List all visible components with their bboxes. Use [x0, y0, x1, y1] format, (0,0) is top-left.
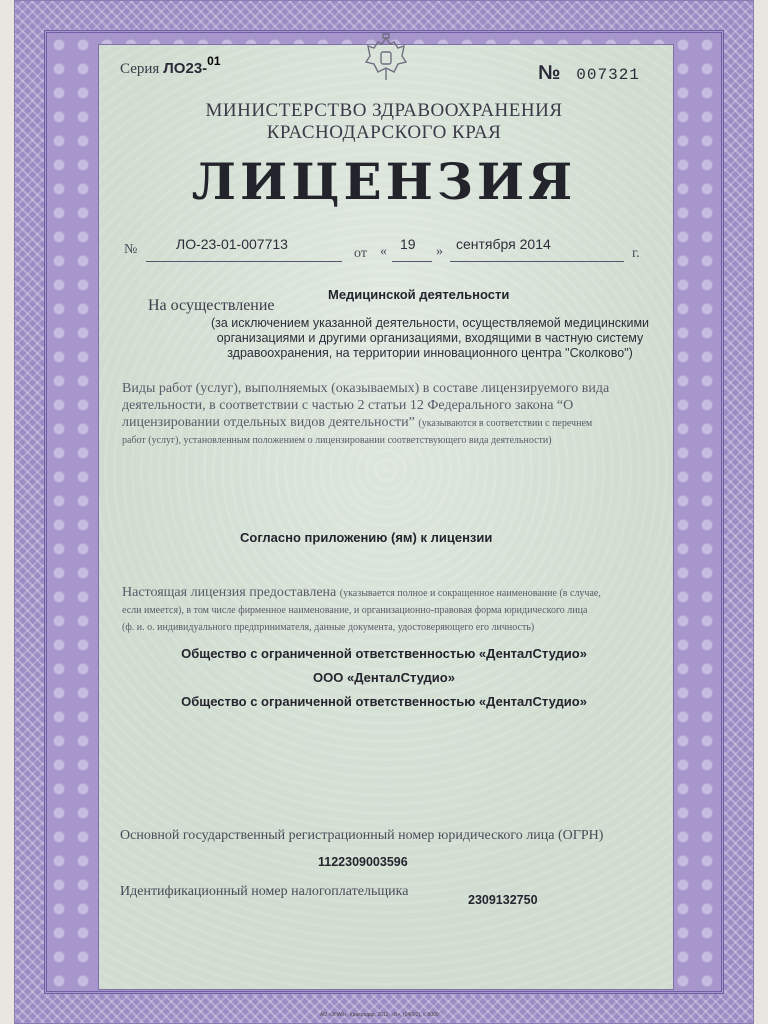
works-line: лицензировании отдельных видов деятельности”	[122, 415, 415, 430]
granted-note: (указывается полное и сокращенное наименование (в случае,	[339, 588, 601, 599]
form-number-value: 007321	[576, 66, 640, 84]
licensee-brand-name: Общество с ограниченной ответственностью «ДенталСтудио»	[181, 694, 587, 709]
series-label: Серия	[120, 61, 160, 77]
granted-note-line-3: (ф. и. о. индивидуального предпринимателя, данные документа, удостоверяющего его личность)	[122, 622, 535, 633]
series-field	[120, 54, 221, 78]
inn-label: Идентификационный номер налогоплательщика	[120, 884, 409, 899]
license-number: ЛО-23-01-007713	[176, 236, 288, 252]
license-num-sign: №	[124, 242, 138, 257]
works-value: Согласно приложению (ям) к лицензии	[240, 530, 493, 545]
ministry-line-2: КРАСНОДАРСКОГО КРАЯ	[266, 122, 502, 143]
works-line: деятельности, в соответствии с частью 2 статьи 12 Федерального закона “О	[122, 398, 574, 413]
activity-details	[200, 316, 660, 361]
granted-description	[122, 584, 642, 636]
number-sign: №	[538, 62, 561, 84]
quote-close: »	[436, 244, 443, 259]
license-number-line	[146, 260, 342, 262]
ministry-line-1: МИНИСТЕРСТВО ЗДРАВООХРАНЕНИЯ	[205, 100, 563, 121]
ogrn-label: Основной государственный регистрационный номер юридического лица (ОГРН)	[120, 828, 604, 843]
licensee-full-name: Общество с ограниченной ответственностью «ДенталСтудио»	[181, 646, 587, 661]
activity-detail-line: (за исключением указанной деятельности, осуществляемой медицинскими	[210, 316, 650, 330]
license-month-year: сентября 2014	[456, 236, 551, 252]
ministry-name	[0, 100, 768, 144]
activity-detail-line: организациями и другими организациями, входящими в частную систему	[216, 331, 644, 345]
activity-name: Медицинской деятельности	[328, 287, 510, 302]
form-number	[538, 62, 640, 85]
year-suffix: г.	[632, 246, 640, 261]
granted-lead: Настоящая лицензия предоставлена	[122, 585, 337, 600]
month-year-line	[450, 260, 624, 262]
works-line: Виды работ (услуг), выполняемых (оказываемых) в составе лицензируемого вида	[122, 381, 610, 396]
from-label: от	[354, 246, 367, 261]
coat-of-arms-icon	[356, 28, 416, 88]
printer-footer: АО «ЗНАК», Краснодар, 2012, «Б», (04092), т. 8000	[320, 1012, 439, 1018]
document-title: ЛИЦЕНЗИЯ	[191, 152, 577, 211]
activity-label: На осуществление	[148, 297, 275, 314]
quote-open: «	[380, 244, 387, 259]
granted-note-line-2: если имеется), в том числе фирменное наименование, и организационно-правовая форма юридического лица	[122, 605, 588, 616]
works-description	[122, 380, 642, 449]
works-note-line-2: работ (услуг), установленным положением о лицензировании соответствующего вида деятельности)	[122, 435, 552, 446]
licensee-short-name: ООО «ДенталСтудио»	[313, 670, 455, 685]
license-day: 19	[400, 236, 416, 252]
works-note: (указываются в соответствии с перечнем	[418, 418, 593, 429]
day-line	[392, 260, 432, 262]
ogrn-value: 1122309003596	[318, 855, 408, 869]
series-value: ЛО23-	[163, 60, 208, 77]
series-superscript: 01	[207, 54, 221, 68]
inn-value: 2309132750	[468, 893, 538, 907]
activity-detail-line: здравоохранения, на территории инновационного центра "Сколково")	[227, 346, 633, 360]
